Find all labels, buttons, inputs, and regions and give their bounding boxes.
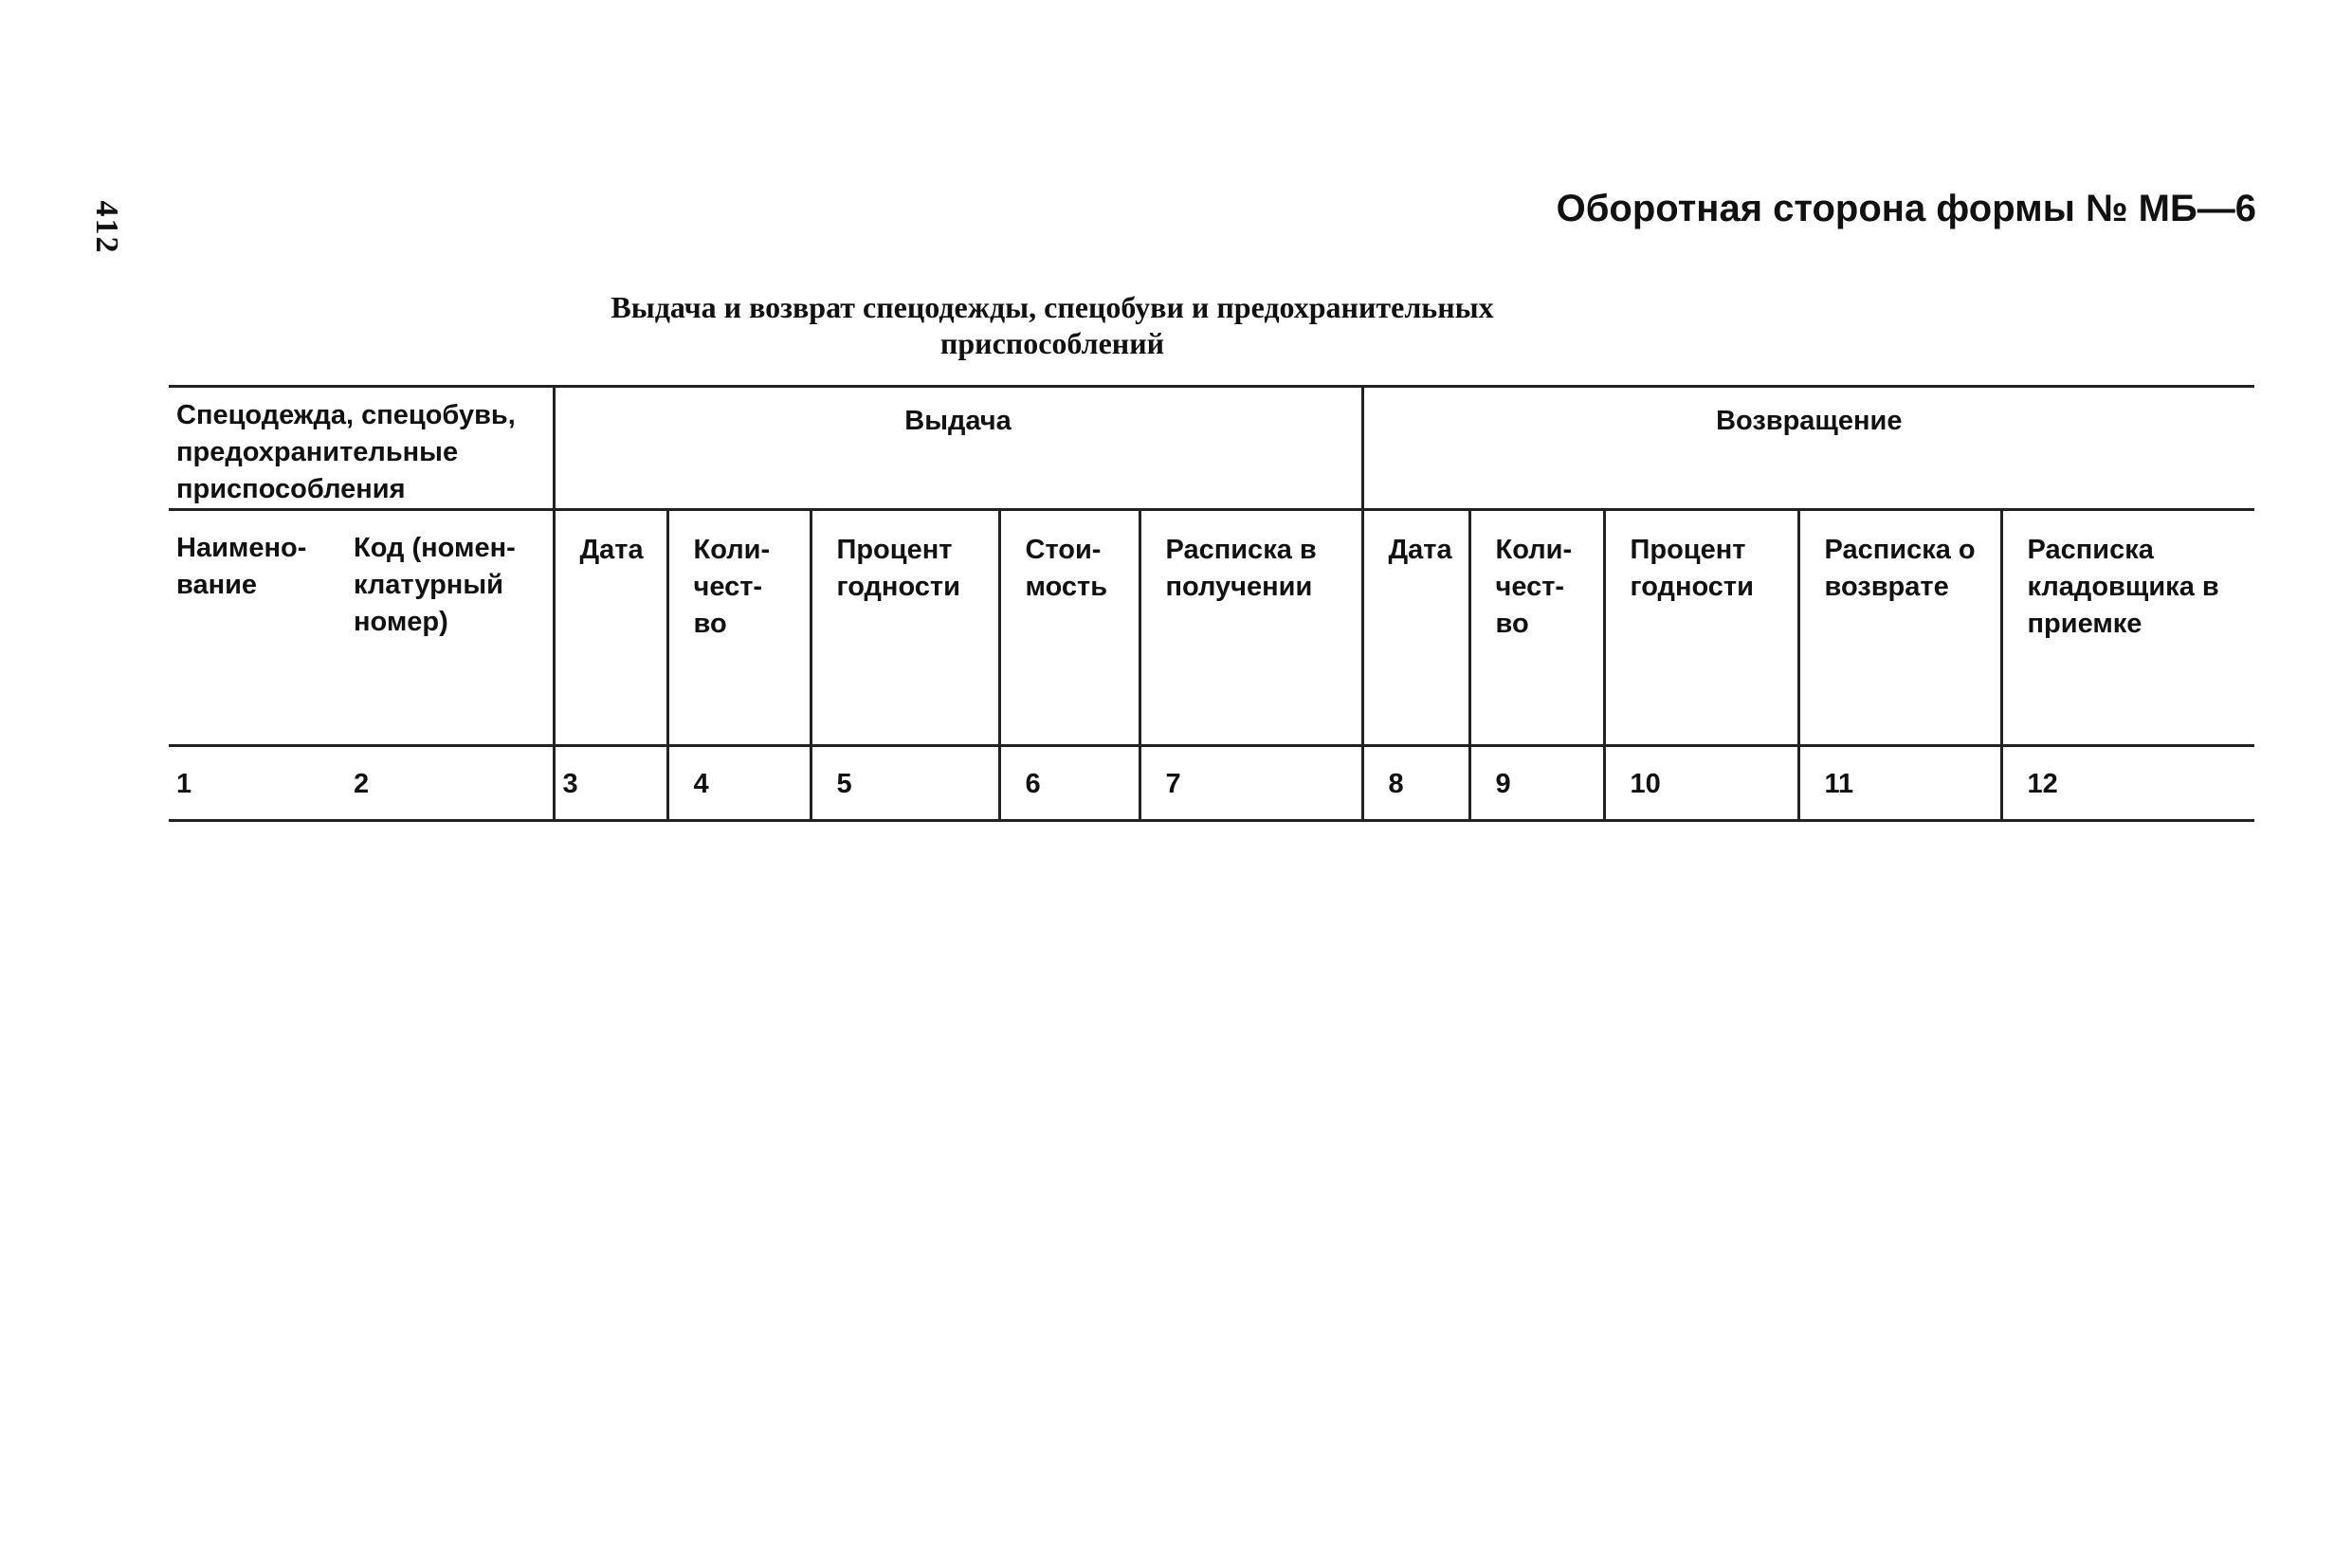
form-heading: Оборотная сторона формы № МБ—6	[1556, 188, 2256, 229]
header-return-signature: Расписка о возврате	[1798, 510, 2001, 746]
header-return-date: Дата	[1362, 510, 1469, 746]
column-number: 6	[999, 746, 1140, 821]
header-issue-fitness-percent: Процент годности	[811, 510, 999, 746]
column-number: 10	[1604, 746, 1798, 821]
column-number: 12	[2001, 746, 2254, 821]
column-number: 7	[1140, 746, 1362, 821]
header-left-group: Спецодежда, спецобувь, предохранительные приспособления	[169, 387, 554, 510]
column-number: 2	[346, 746, 554, 821]
header-issue-cost: Стои- мость	[999, 510, 1140, 746]
issue-return-table	[169, 385, 2254, 822]
header-col-name: Наимено- вание	[176, 533, 307, 600]
header-issue-quantity: Коли- чест- во	[667, 510, 811, 746]
header-return-fitness-percent: Процент годности	[1604, 510, 1798, 746]
column-number: 3	[554, 746, 667, 821]
header-issue-date: Дата	[554, 510, 667, 746]
page-number: 412	[89, 200, 124, 255]
column-number: 9	[1469, 746, 1604, 821]
header-return-group: Возвращение	[1362, 387, 2254, 510]
column-number: 4	[667, 746, 811, 821]
header-col-code: Код (номен- клатурный номер)	[346, 510, 554, 746]
column-number: 11	[1798, 746, 2001, 821]
header-storekeeper-signature: Расписка кладовщика в приемке	[2001, 510, 2254, 746]
header-return-quantity: Коли- чест- во	[1469, 510, 1604, 746]
column-number: 5	[811, 746, 999, 821]
header-issue-receipt-signature: Расписка в получении	[1140, 510, 1362, 746]
column-number: 1	[169, 746, 346, 821]
header-issue-group: Выдача	[554, 387, 1362, 510]
table-caption: Выдача и возврат спецодежды, спецобуви и предохранительных приспособлений	[611, 290, 1494, 360]
column-number: 8	[1362, 746, 1469, 821]
